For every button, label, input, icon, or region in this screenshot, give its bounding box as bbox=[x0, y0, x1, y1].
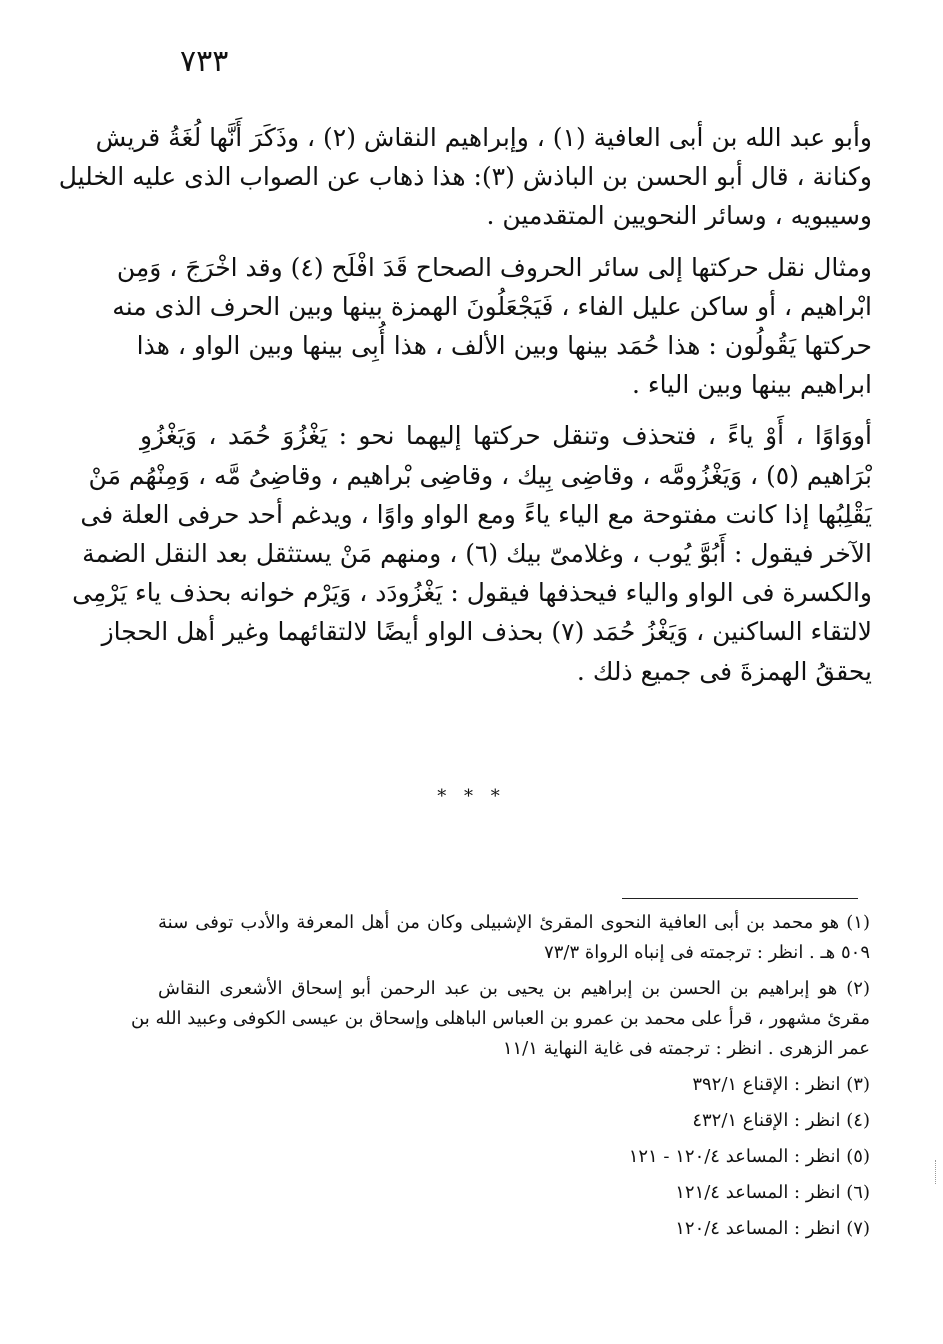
footnote-line: (٦) انظر : المساعد ١٢١/٤ bbox=[675, 1182, 870, 1203]
text-line: الآخر فيقول : أَبُوَّ يُوب ، وغلامىّ بيك (٦) ، ومنهم مَنْ يستثقل بعد النقل الضمة bbox=[82, 539, 872, 569]
footnote-line: (٥) انظر : المساعد ١٢٠/٤ - ١٢١ bbox=[628, 1146, 870, 1167]
text-line: ومثال نقل حركتها إلى سائر الحروف الصحاح قَدَ افْلَح (٤) وقد اخْرَجَ ، وَمِن bbox=[116, 252, 872, 282]
paragraph bbox=[58, 118, 872, 236]
footnotes bbox=[131, 908, 870, 1250]
main-text bbox=[58, 118, 872, 703]
footnote bbox=[131, 974, 870, 1064]
footnote bbox=[158, 1142, 870, 1172]
margin-mark bbox=[935, 1160, 937, 1184]
text-line: ابراهيم بينها وبين الياء . bbox=[631, 370, 872, 400]
footnote-line: مقرئ مشهور ، قرأ على محمد بن عمرو بن العباس الباهلى وإسحاق بن عيسى الكوفى وعبيد الله بن bbox=[131, 1008, 870, 1029]
text-line: والكسرة فى الواو والياء فيحذفها فيقول : يَغْزُودَد ، وَيَرْم خوانه بحذف ياء يَرْمِى bbox=[72, 578, 872, 608]
text-line: وسيبويه ، وسائر النحويين المتقدمين . bbox=[486, 201, 872, 231]
footnote-line: (٣) انظر : الإقناع ٣٩٢/١ bbox=[692, 1074, 870, 1095]
text-line: أووَاوًا ، أَوْ ياءً ، فتحذف وتنقل حركتها إليهما نحو : يَغْزُوَ حُمَد ، وَيَغْزُوِ bbox=[140, 421, 872, 451]
text-line: بْرَاهيم (٥) ، وَيَغْزُومَّه ، وقاضِى بِيك ، وقاضِى بْراهيم ، وقاضِىُ مَّه ، وَمِنْهُم مَنْ bbox=[88, 460, 872, 490]
text-line: يَقْلِبُها إذا كانت مفتوحة مع الياء ياءً ومع الواو واوًا ، ويدغم أحد حرفى العلة فى bbox=[80, 499, 872, 529]
text-line: وكنانة ، قال أبو الحسن بن الباذش (٣): هذا ذهاب عن الصواب الذى عليه الخليل bbox=[58, 162, 872, 192]
footnote-line: (١) هو محمد بن أبى العافية النحوى المقرئ الإشبيلى وكان من أهل المعرفة والأدب توفى سنة bbox=[158, 912, 870, 933]
footnote-line: (٤) انظر : الإقناع ٤٣٢/١ bbox=[692, 1110, 870, 1131]
paragraph bbox=[72, 416, 872, 690]
text-line: ابْراهيم ، أو ساكن عليل الفاء ، فَيَجْعَلُونَ الهمزة بينها وبين الحرف الذى منه bbox=[112, 291, 872, 321]
footnote-line: (٧) انظر : المساعد ١٢٠/٤ bbox=[675, 1218, 870, 1239]
text-line: وأبو عبد الله بن أبى العافية (١) ، وإبراهيم النقاش (٢) ، وذَكَرَ أَنَّها لُغَةُ قريش bbox=[95, 123, 872, 152]
text-line: حركتها يَقُولُون : هذا حُمَد بينها وبين الألف ، هذا أُبِى بينها وبين الواو ، هذا bbox=[136, 331, 872, 361]
footnote bbox=[158, 1070, 870, 1100]
paragraph bbox=[112, 248, 872, 405]
footnote-line: (٢) هو إبراهيم بن الحسن بن إبراهيم بن يحيى بن عبد الرحمن أبو إسحاق الأشعرى النقاش bbox=[158, 978, 870, 999]
page-number: ٧٣٣ bbox=[180, 44, 229, 79]
footnote bbox=[158, 1106, 870, 1136]
footnote bbox=[158, 1214, 870, 1244]
text-line: يحققُ الهمزةَ فى جميع ذلك . bbox=[576, 656, 872, 686]
footnote bbox=[158, 908, 870, 968]
footnote-line: ٥٠٩ هـ . انظر : ترجمته فى إنباه الرواة ٧٣/٣ bbox=[544, 942, 870, 963]
text-line: لالتقاء الساكنين ، وَيَغْزُ حُمَد (٧) بحذف الواو أيضًا لالتقائهما وغير أهل الحجاز bbox=[101, 617, 872, 647]
footnote bbox=[158, 1178, 870, 1208]
section-separator: * * * bbox=[437, 786, 506, 807]
footnote-rule bbox=[622, 898, 858, 899]
footnote-line: عمر الزهرى . انظر : ترجمته فى غاية النهاية ١١/١ bbox=[502, 1038, 870, 1059]
